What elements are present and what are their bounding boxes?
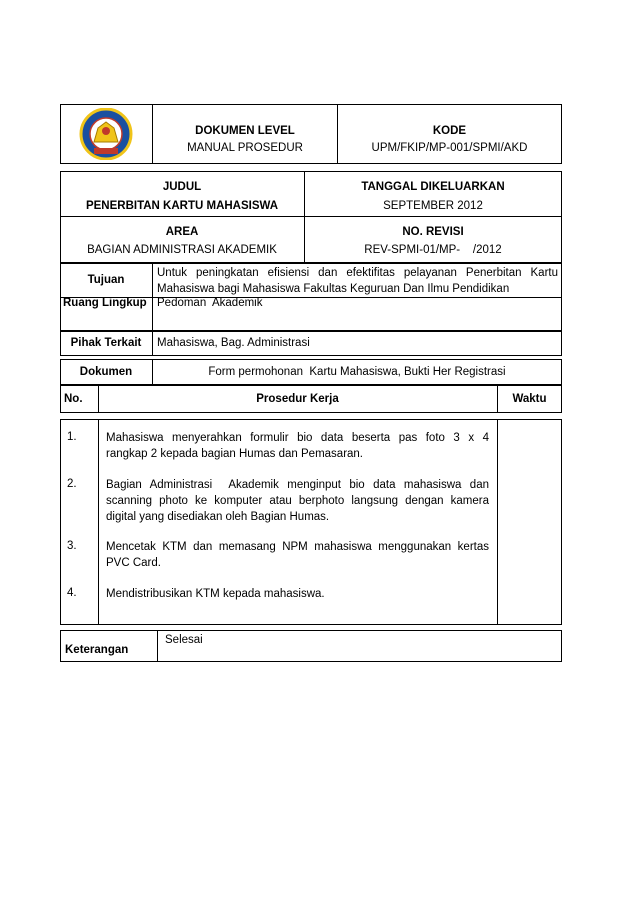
revisi-value: REV-SPMI-01/MP- /2012 [364, 244, 502, 256]
step-1-line-1: Mahasiswa menyerahkan formulir bio data beserta pas foto 3 x 4 [106, 432, 489, 444]
step-3-line-1: Mencetak KTM dan memasang NPM mahasiswa menggunakan kertas [106, 541, 489, 553]
university-seal-icon [64, 108, 148, 160]
tujuan-line-1: Untuk peningkatan efisiensi dan efektifitas pelayanan Penerbitan Kartu [157, 267, 558, 279]
revisi-label: NO. REVISI [402, 226, 464, 238]
judul-value: PENERBITAN KARTU MAHASISWA [85, 200, 279, 212]
pihak-terkait-label: Pihak Terkait [70, 337, 142, 349]
step-2-number: 2. [67, 478, 77, 490]
col-prosedur-header: Prosedur Kerja [256, 393, 339, 405]
step-2-line-2: scanning photo ke komputer atau berphoto langsung dengan kamera [106, 495, 489, 507]
doc-level-value: MANUAL PROSEDUR [187, 142, 303, 154]
doc-level-label: DOKUMEN LEVEL [195, 125, 295, 137]
keterangan-frame [60, 630, 562, 662]
ruang-lingkup-label: Ruang Lingkup [63, 297, 147, 309]
kode-label: KODE [432, 125, 467, 137]
pihak-terkait-value: Mahasiswa, Bag. Administrasi [157, 337, 310, 349]
ruang-lingkup-value: Pedoman Akademik [157, 297, 263, 309]
dokumen-value: Form permohonan Kartu Mahasiswa, Bukti Her Registrasi [208, 366, 506, 378]
dokumen-label: Dokumen [79, 366, 133, 378]
judul-label: JUDUL [162, 181, 202, 193]
tanggal-label: TANGGAL DIKELUARKAN [361, 181, 505, 193]
university-logo [64, 108, 148, 160]
keterangan-value: Selesai [165, 634, 203, 646]
step-2-line-3: digital yang disediakan oleh Bagian Humas. [106, 511, 330, 523]
tujuan-label: Tujuan [87, 274, 125, 286]
step-1-number: 1. [67, 431, 77, 443]
tanggal-value: SEPTEMBER 2012 [383, 200, 483, 212]
area-label: AREA [165, 226, 199, 238]
step-3-line-2: PVC Card. [106, 557, 161, 569]
col-waktu-header: Waktu [512, 393, 547, 405]
area-value: BAGIAN ADMINISTRASI AKADEMIK [87, 244, 277, 256]
step-2-line-1: Bagian Administrasi Akademik menginput bio data mahasiswa dan [106, 479, 489, 491]
tujuan-line-2: Mahasiswa bagi Mahasiswa Fakultas Keguruan Dan Ilmu Pendidikan [157, 283, 510, 295]
step-4-line-1: Mendistribusikan KTM kepada mahasiswa. [106, 588, 325, 600]
step-4-number: 4. [67, 587, 77, 599]
step-3-number: 3. [67, 540, 77, 552]
step-1-line-2: rangkap 2 kepada bagian Humas dan Pemasaran. [106, 448, 364, 460]
kode-value: UPM/FKIP/MP-001/SPMI/AKD [371, 142, 528, 154]
col-no-header: No. [64, 393, 83, 405]
keterangan-label: Keterangan [65, 644, 129, 656]
